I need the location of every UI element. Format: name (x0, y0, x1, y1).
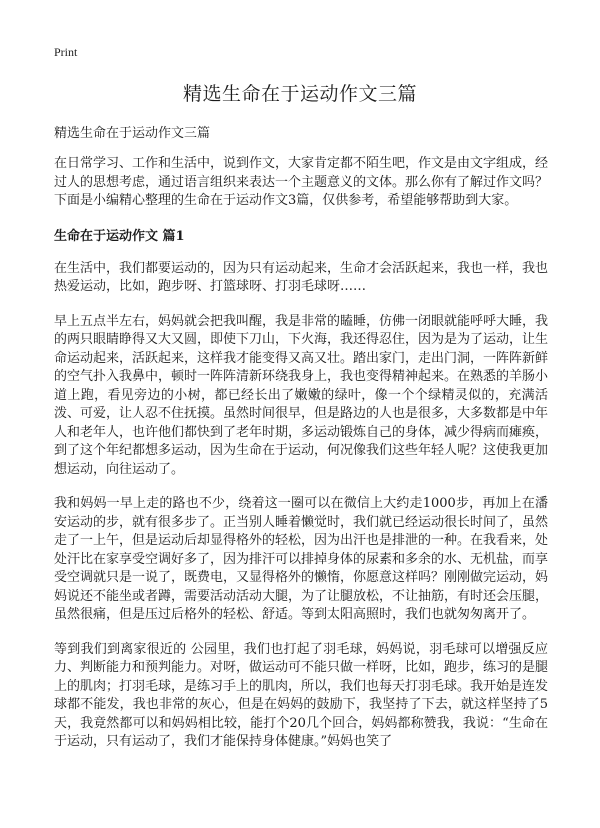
section-heading: 生命在于运动作文 篇1 (54, 228, 185, 244)
document-subtitle: 精选生命在于运动作文三篇 (54, 126, 211, 141)
body-paragraph: 在生活中，我们都要运动的，因为只有运动起来，生命才会活跃起来，我也一样，我也热爱运动，比如，跑步呀、打篮球呀、打羽毛球呀…… (54, 260, 549, 294)
document-title: 精选生命在于运动作文三篇 (182, 83, 417, 105)
document-body (54, 124, 548, 768)
body-paragraph: 我和妈妈一早上走的路也不少，绕着这一圈可以在微信上大约走1000步，再加上在潘安运动的步，就有很多步了。正当别人睡着懒觉时，我们就已经运动很长时间了，虽然走了一上午，但是运动后却显得格外的轻松，因为出汗也是排泄的一种。在我看来，处处汗比在家享受空调好多了，因为排汗可以排掉身体的尿素和多余的水、无机盐，而享受空调就只是一说了，既费电，又显得格外的懒惰，你愿意这样吗？刚刚做完运动，妈妈说还不能坐或者蹲，需要活动活动大腿，为了让腿放松，不让抽筋，有时还会压腿，虽然很痛，但是压过后格外的轻松、舒适。等到太阳高照时，我们也就匆匆离开了。 (54, 496, 549, 622)
body-paragraph: 早上五点半左右，妈妈就会把我叫醒，我是非常的瞌睡，仿佛一闭眼就能呼呼大睡，我的两只眼睛睁得又大又圆，即使下刀山，下火海，我还得忍住，因为是为了运动，让生命运动起来，活跃起来，这样我才能变得又高又壮。踏出家门，走出门洞，一阵阵新鲜的空气扑入我鼻中，顿时一阵阵清新环绕我身上，我也变得精神起来。在熟悉的羊肠小道上跑，看见旁边的小树，都已经长出了嫩嫩的绿叶，像一个个绿精灵似的，充满活泼、可爱，让人忍不住抚摸。虽然时间很早，但是路边的人也是很多，大多数都是中年人和老年人，也许他们都快到了老年时期，多运动锻炼自己的身体，减少得病而瘫痪，到了这个年纪都想多运动，因为生命在于运动，何况像我们这些年轻人呢？这使我更加想运动，向往运动了。 (54, 313, 549, 477)
print-label: Print (54, 45, 78, 59)
intro-paragraph: 在日常学习、工作和生活中，说到作文，大家肯定都不陌生吧，作文是由文字组成，经过人的思想考虑，通过语言组织来表达一个主题意义的文体。那么你有了解过作文吗？下面是小编精心整理的生命在于运动作文3篇，仅供参考，希望能够帮助到大家。 (54, 156, 549, 208)
body-paragraph: 等到我们到离家很近的 公园里，我们也打起了羽毛球，妈妈说，羽毛球可以增强反应力、判断能力和预判能力。对呀，做运动可不能只做一样呀，比如，跑步，练习的是腿上的肌肉；打羽毛球，是练习手上的肌肉，所以，我们也每天打羽毛球。我开始是连发球都不能发，我也非常的灰心，但是在妈妈的鼓励下，我坚持了下去，就这样坚持了5天，我竟然都可以和妈妈相比较，能打个20几个回合，妈妈都称赞我，我说：“生命在于运动，只有运动了，我们才能保持身体健康。”妈妈也笑了 (54, 641, 549, 749)
